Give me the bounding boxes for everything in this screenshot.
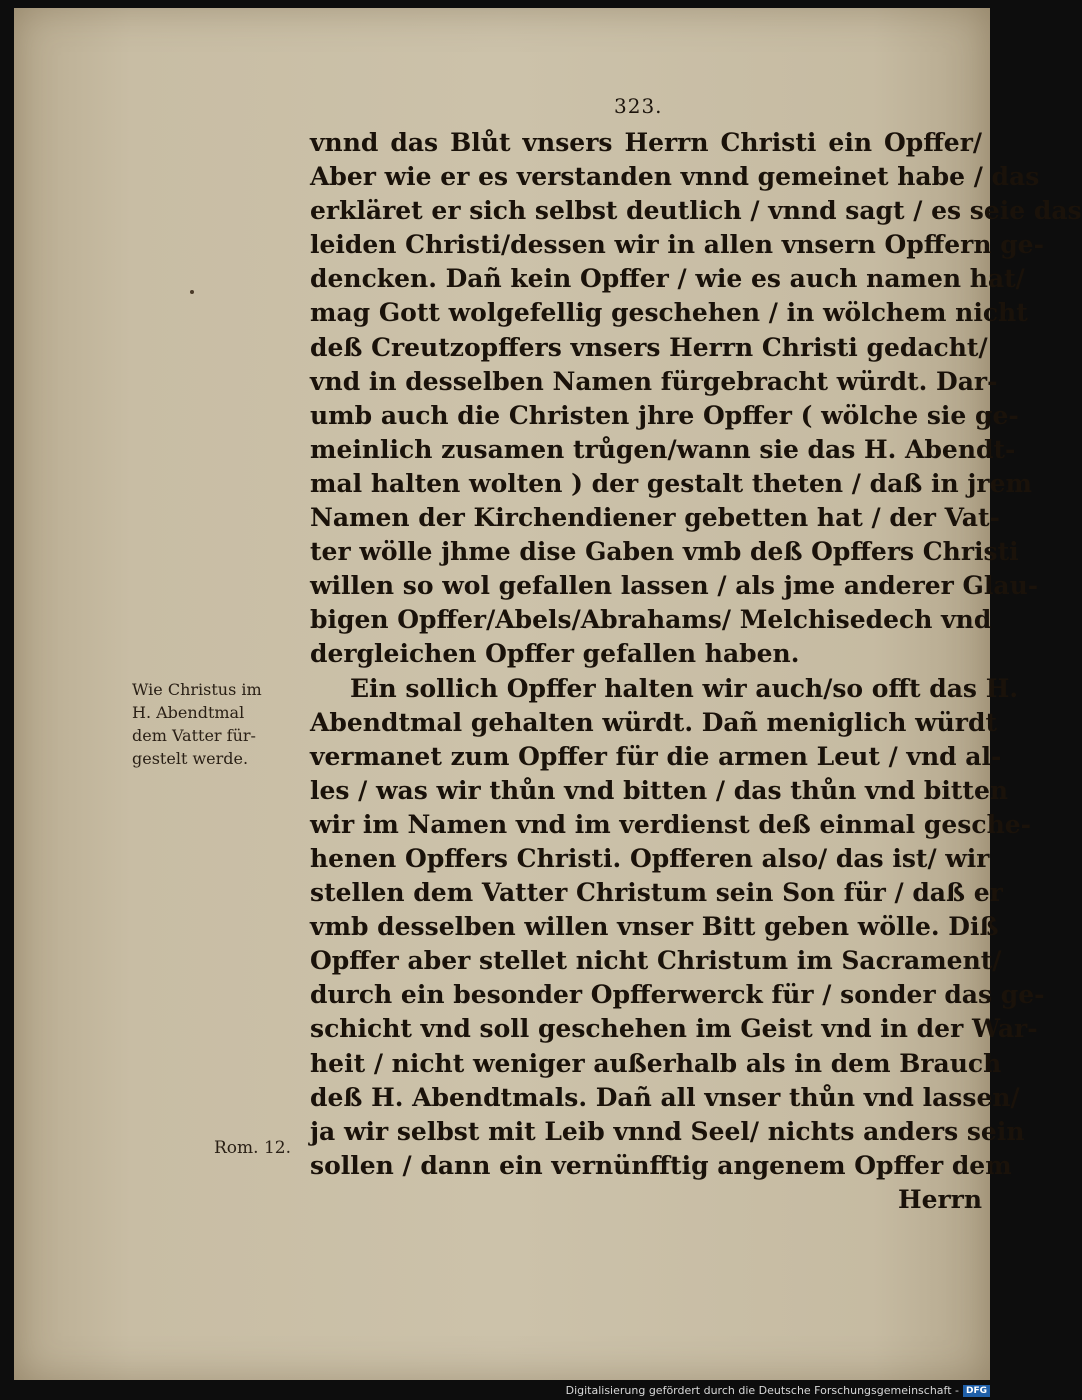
footer-credit: Digitalisierung gefördert durch die Deutsche Forschungsgemeinschaft - [565,1384,959,1397]
text-line: mal halten wolten ) der gestalt theten / daß in jrem [310,468,1032,498]
text-line: deß H. Abendtmals. Dañ all vnser thůn vnd lassen/ [310,1082,1020,1112]
text-line: schicht vnd soll geschehen im Geist vnd in der War- [310,1014,1038,1044]
text-line: ja wir selbst mit Leib vnnd Seel/ nichts anders sein [310,1116,1025,1146]
text-line: willen so wol gefallen lassen / als jme anderer Glau- [310,571,1039,601]
book-page [14,8,1082,1380]
text-line: Abendtmal gehalten würdt. Dañ meniglich würdt [310,707,997,737]
text-line: bigen Opffer/Abels/Abrahams/ Melchisedech vnd [310,605,992,635]
digitization-footer [566,1384,990,1397]
text-line: durch ein besonder Opfferwerck für / sonder das ge- [310,980,1045,1010]
margin-note-line: Wie Christus im [132,680,262,699]
page-number: 323. [614,94,663,118]
text-line: mag Gott wolgefellig geschehen / in wölchem nicht [310,298,1028,328]
text-line: erkläret er sich selbst deutlich / vnnd sagt / es seie das [310,196,1082,226]
margin-note-line: gestelt werde. [132,749,249,768]
text-line: les / was wir thůn vnd bitten / das thůn vnd bitten [310,775,1009,805]
text-line: vnd in desselben Namen fürgebracht würdt. Dar- [310,366,998,396]
body-text [310,126,1082,1217]
text-line: umb auch die Christen jhre Opffer ( wölche sie ge- [310,400,1019,430]
text-line: vnnd das Blůt vnsers Herrn Christi ein Opffer/ [310,128,982,157]
text-line: leiden Christi/dessen wir in allen vnsern Opffern ge- [310,230,1044,260]
text-line: vermanet zum Opffer für die armen Leut / vnd al- [310,741,1002,771]
text-line: ter wölle jhme dise Gaben vmb deß Opffers Christi [310,537,1019,567]
margin-note [132,678,304,770]
text-line: henen Opffers Christi. Opfferen also/ das ist/ wir [310,843,990,873]
text-line: vmb desselben willen vnser Bitt geben wölle. Diß [310,912,999,942]
text-line: Aber wie er es verstanden vnnd gemeinet habe / das [310,162,1040,192]
ink-speck [190,290,194,294]
text-line: meinlich zusamen trůgen/wann sie das H. Abendt- [310,434,1016,464]
text-line: Opffer aber stellet nicht Christum im Sacrament/ [310,946,1002,976]
margin-note-line: dem Vatter für- [132,726,256,745]
text-line: deß Creutzopffers vnsers Herrn Christi gedacht/ [310,332,988,362]
margin-bible-reference: Rom. 12. [214,1138,291,1158]
margin-note-line: H. Abendtmal [132,703,245,722]
text-line: Namen der Kirchendiener gebetten hat / der Vat- [310,503,1000,533]
text-line: wir im Namen vnd im verdienst deß einmal gesche- [310,809,1032,839]
text-line: heit / nicht weniger außerhalb als in dem Brauch [310,1048,1002,1078]
dfg-logo: DFG [963,1385,990,1397]
text-line: dergleichen Opffer gefallen haben. [310,639,800,669]
text-line: dencken. Dañ kein Opffer / wie es auch namen hat/ [310,264,1025,294]
text-line: stellen dem Vatter Christum sein Son für / daß er [310,878,1003,908]
text-line: Ein sollich Opffer halten wir auch/so offt das H. [350,673,1019,703]
catchword: Herrn [897,1184,982,1214]
text-line: sollen / dann ein vernünfftig angenem Opffer dem [310,1150,1012,1180]
